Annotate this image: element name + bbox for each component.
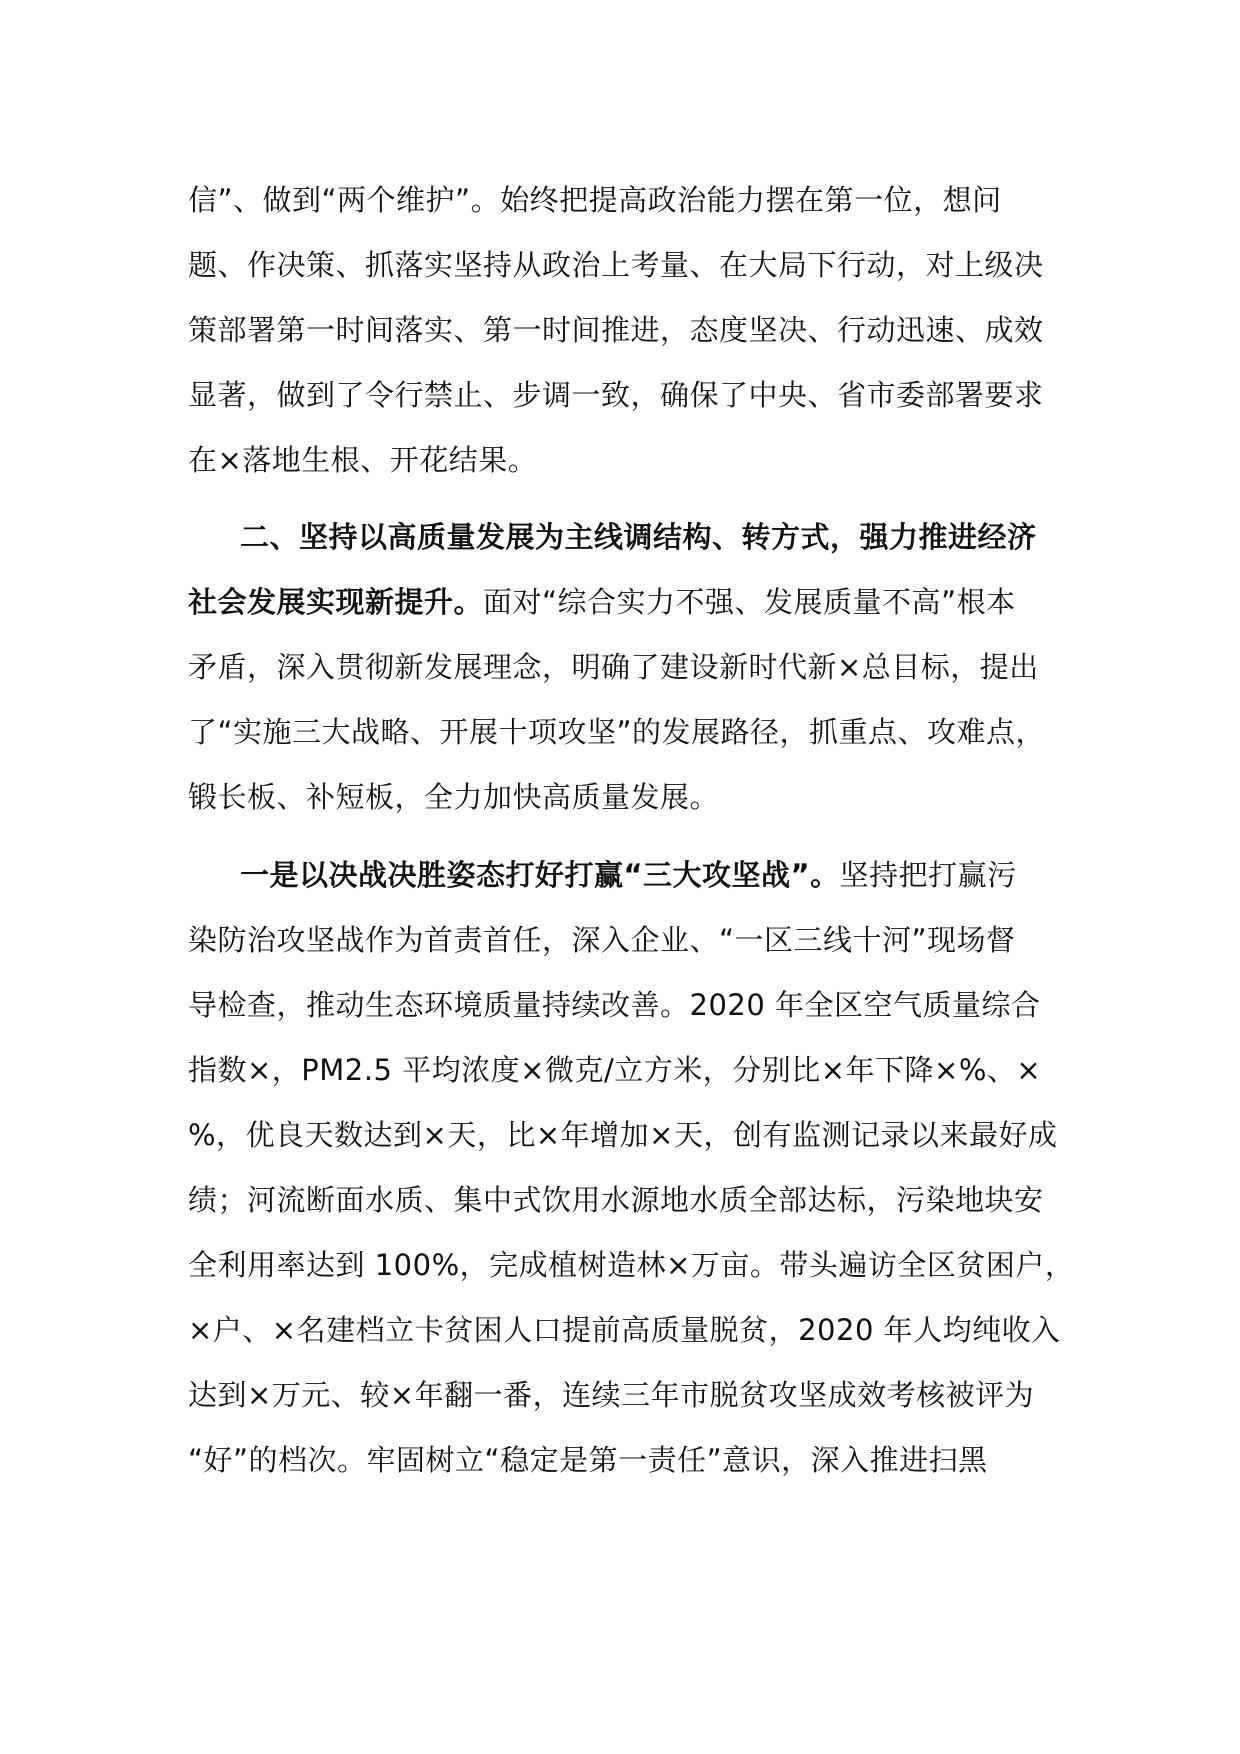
text-line: 全利用率达到 100%，完成植树造林×万亩。带头遍访全区贫困户， — [188, 1248, 1075, 1282]
text-line: 题、作决策、抓落实坚持从政治上考量、在大局下行动，对上级决 — [188, 248, 1044, 282]
text-line: 达到×万元、较×年翻一番，连续三年市脱贫攻坚成效考核被评为 — [188, 1378, 1035, 1412]
paragraph-three-battles — [188, 843, 1098, 1493]
section-heading-continued: 社会发展实现新提升。 — [188, 585, 484, 619]
text-line: 锻长板、补短板，全力加快高质量发展。 — [188, 780, 720, 814]
text-line: 显著，做到了令行禁止、步调一致，确保了中央、省市委部署要求 — [188, 378, 1044, 412]
line-body: 坚持把打赢污 — [839, 858, 1017, 892]
section-heading: 二、坚持以高质量发展为主线调结构、转方式，强力推进经济 — [240, 520, 1037, 554]
text-line: 了“实施三大战略、开展十项攻坚”的发展路径，抓重点、攻难点， — [188, 715, 1046, 749]
text-line: 导检查，推动生态环境质量持续改善。2020 年全区空气质量综合 — [188, 988, 1041, 1022]
text-line: 策部署第一时间落实、第一时间推进，态度坚决、行动迅速、成效 — [188, 313, 1044, 347]
text-line: ×户、×名建档立卡贫困人口提前高质量脱贫，2020 年人均纯收入 — [188, 1313, 1061, 1347]
text-line: 绩；河流断面水质、集中式饮用水源地水质全部达标，污染地块安 — [188, 1183, 1044, 1217]
text-line: 信”、做到“两个维护”。始终把提高政治能力摆在第一位，想问 — [188, 183, 1002, 217]
line-body: 面对“综合实力不强、发展质量不高”根本 — [483, 585, 1016, 619]
text-line — [188, 570, 1098, 635]
text-line: “好”的档次。牢固树立“稳定是第一责任”意识，深入推进扫黑 — [188, 1443, 988, 1477]
text-line: 矛盾，深入贯彻新发展理念，明确了建设新时代新×总目标，提出 — [188, 650, 1039, 684]
text-line: 在×落地生根、开花结果。 — [188, 443, 538, 477]
text-line — [188, 505, 1098, 570]
text-line: %，优良天数达到×天，比×年增加×天，创有监测记录以来最好成 — [188, 1118, 1058, 1152]
paragraph-political-ability — [188, 168, 1098, 493]
text-line: 指数×，PM2.5 平均浓度×微克/立方米，分别比×年下降×%、× — [188, 1053, 1042, 1087]
subsection-heading: 一是以决战决胜姿态打好打赢“三大攻坚战”。 — [240, 858, 840, 892]
text-line: 染防治攻坚战作为首责首任，深入企业、“一区三线十河”现场督 — [188, 923, 1016, 957]
paragraph-section-two — [188, 505, 1098, 830]
text-line — [188, 843, 1098, 908]
